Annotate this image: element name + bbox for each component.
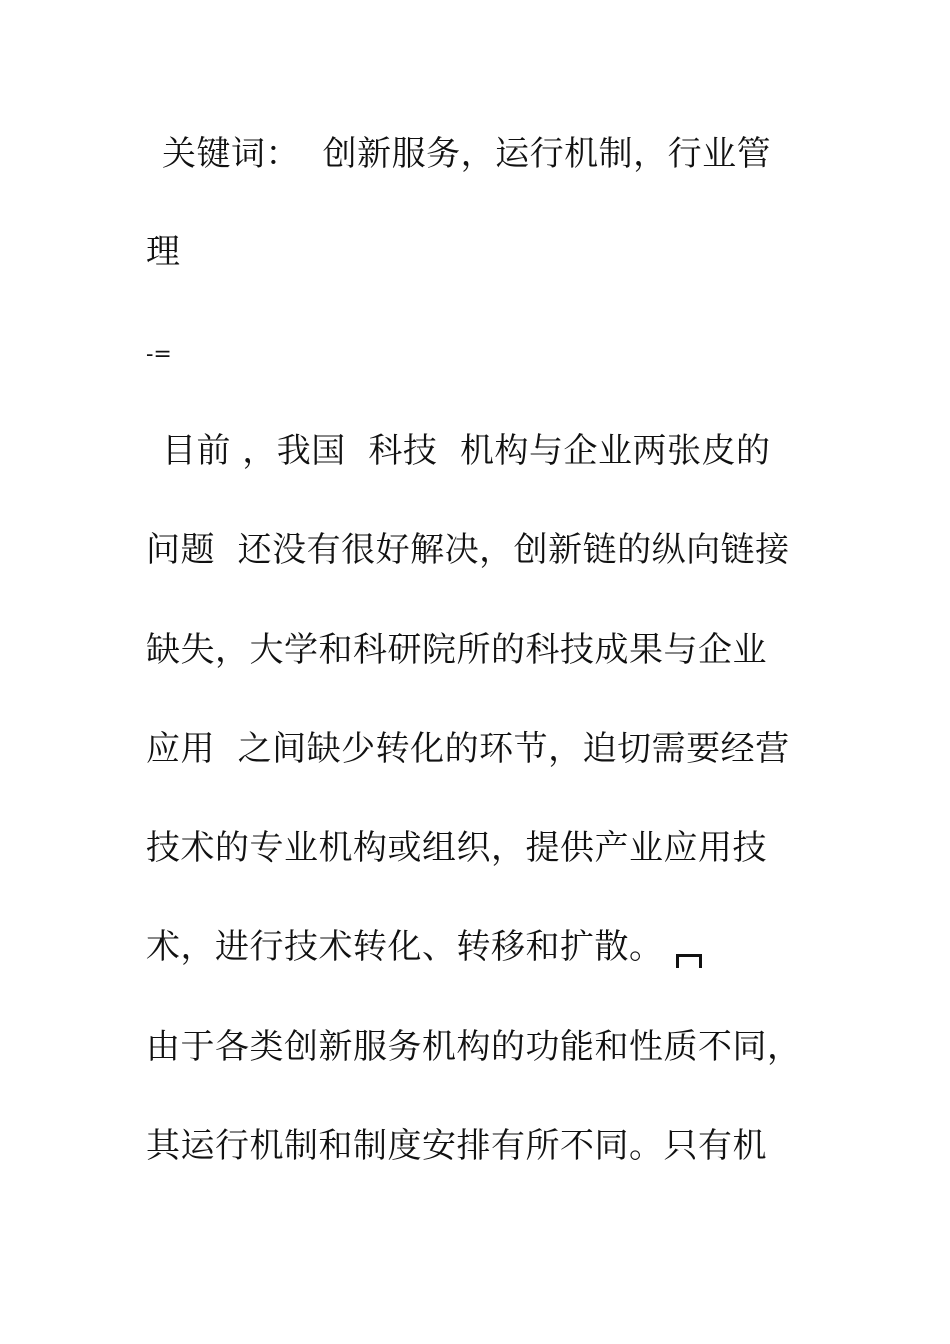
paragraph-line: 技术的专业机构或组织，提供产业应用技 xyxy=(146,828,767,868)
paragraph-line: 术，进行技术转化、转移和扩散。 xyxy=(146,927,664,967)
paragraph-line: 由于各类创新服务机构的功能和性质不同， xyxy=(146,1027,802,1067)
keywords-line-continued: 理 xyxy=(146,232,181,272)
paragraph-line: 其运行机制和制度安排有所不同。只有机 xyxy=(146,1126,767,1166)
paragraph-line: 目前 ，我国 科技 机构与企业两张皮的 xyxy=(162,431,771,471)
paragraph-line: 缺失，大学和科研院所的科技成果与企业 xyxy=(146,630,767,670)
paragraph-line: 问题 还没有很好解决，创新链的纵向链接 xyxy=(146,530,790,570)
footnote-bracket-icon xyxy=(676,954,702,968)
keywords-line: 关键词： 创新服务，运行机制，行业管 xyxy=(162,134,772,174)
section-marker: -= xyxy=(146,342,172,367)
paragraph-line: 应用 之间缺少转化的环节，迫切需要经营 xyxy=(146,729,790,769)
